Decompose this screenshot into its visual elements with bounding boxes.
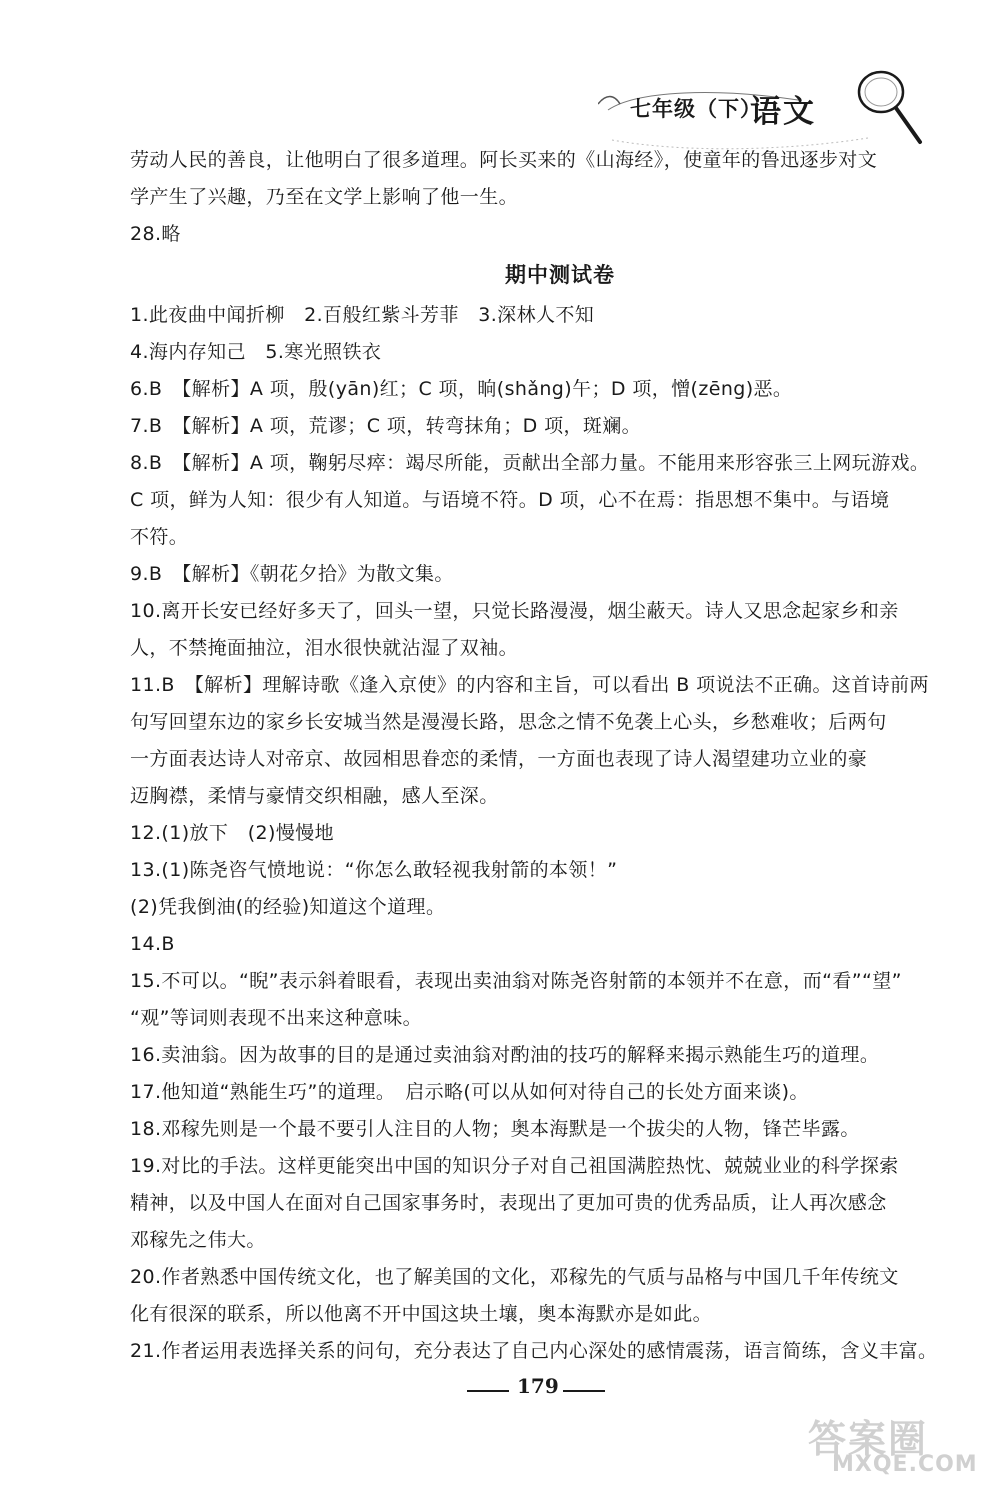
watermark — [782, 1408, 982, 1478]
text-line: 19.对比的手法。这样更能突出中国的知识分子对自己祖国满腔热忱、兢兢业业的科学探索 — [130, 1155, 899, 1177]
subject-label: 语文 — [750, 94, 816, 130]
text-line: 不符。 — [130, 526, 189, 548]
text-line: 句写回望东边的家乡长安城当然是漫漫长路，思念之情不免袭上心头，乡愁难收；后两句 — [130, 711, 887, 733]
text-line: 迈胸襟，柔情与豪情交织相融，感人至深。 — [130, 785, 499, 807]
text-line: 4.海内存知己 5.寒光照铁衣 — [130, 341, 382, 363]
text-line: 8.B 【解析】A 项，鞠躬尽瘁：竭尽所能，贡献出全部力量。不能用来形容张三上网玩游戏。 — [130, 452, 930, 474]
text-line: 人，不禁掩面抽泣，泪水很快就沾湿了双袖。 — [130, 637, 519, 659]
grade-label: 七年级（下） — [630, 97, 762, 121]
text-line: C 项，鲜为人知：很少有人知道。与语境不符。D 项，心不在焉：指思想不集中。与语境 — [130, 489, 890, 511]
text-line: 16.卖油翁。因为故事的目的是通过卖油翁对酌油的技巧的解释来揭示熟能生巧的道理。 — [130, 1044, 880, 1066]
section-title: 期中测试卷 — [505, 263, 615, 287]
text-line: 28.略 — [130, 223, 181, 245]
text-line: 7.B 【解析】A 项，荒谬；C 项，转弯抹角；D 项，斑斓。 — [130, 415, 642, 437]
footer-rule-left — [467, 1390, 509, 1392]
answer-list — [130, 297, 938, 1370]
text-line: 12.(1)放下 (2)慢慢地 — [130, 822, 335, 844]
text-line: 15.不可以。“睨”表示斜着眼看，表现出卖油翁对陈尧咨射箭的本领并不在意，而“看”“望” — [130, 970, 902, 992]
page-footer — [467, 1368, 607, 1408]
text-line: 20.作者熟悉中国传统文化，也了解美国的文化，邓稼先的气质与品格与中国几千年传统文 — [130, 1266, 899, 1288]
watermark-cn: 答案圈 — [808, 1417, 929, 1461]
text-line: 10.离开长安已经好多天了，回头一望，只觉长路漫漫，烟尘蔽天。诗人又思念起家乡和亲 — [130, 600, 899, 622]
text-line: 学产生了兴趣，乃至在文学上影响了他一生。 — [130, 186, 519, 208]
text-line: 6.B 【解析】A 项，殷(yān)红；C 项，晌(shǎng)午；D 项，憎(zēng)恶。 — [130, 378, 793, 400]
text-line: “观”等词则表现不出来这种意味。 — [130, 1007, 423, 1029]
text-line: 邓稼先之伟大。 — [130, 1229, 266, 1251]
page-number: 179 — [517, 1374, 559, 1398]
watermark-en: MXQE.COM — [832, 1452, 978, 1477]
text-line: 17.他知道“熟能生巧”的道理。 启示略(可以从如何对待自己的长处方面来谈)。 — [130, 1081, 809, 1103]
text-line: 1.此夜曲中闻折柳 2.百般红紫斗芳菲 3.深林人不知 — [130, 304, 595, 326]
text-line: 劳动人民的善良，让他明白了很多道理。阿长买来的《山海经》，使童年的鲁迅逐步对文 — [130, 149, 878, 171]
footer-rule-right — [563, 1390, 605, 1392]
text-line: 18.邓稼先则是一个最不要引人注目的人物；奥本海默是一个拔尖的人物，锋芒毕露。 — [130, 1118, 860, 1140]
text-line: 一方面表达诗人对帝京、故园相思眷恋的柔情，一方面也表现了诗人渴望建功立业的豪 — [130, 748, 868, 770]
answer-content — [130, 142, 938, 1370]
text-line: 9.B 【解析】《朝花夕拾》为散文集。 — [130, 563, 454, 585]
text-line: 精神，以及中国人在面对自己国家事务时，表现出了更加可贵的优秀品质，让人再次感念 — [130, 1192, 887, 1214]
text-line: 13.(1)陈尧咨气愤地说：“你怎么敢轻视我射箭的本领！” — [130, 859, 618, 881]
text-line: (2)凭我倒油(的经验)知道这个道理。 — [130, 896, 446, 918]
text-line: 21.作者运用表选择关系的问句，充分表达了自己内心深处的感情震荡，语言简练，含义丰富。 — [130, 1340, 938, 1362]
text-line: 14.B — [130, 933, 175, 955]
text-line: 化有很深的联系，所以他离不开中国这块土壤，奥本海默亦是如此。 — [130, 1303, 713, 1325]
text-line: 11.B 【解析】理解诗歌《逢入京使》的内容和主旨，可以看出 B 项说法不正确。这首诗前两 — [130, 674, 929, 696]
